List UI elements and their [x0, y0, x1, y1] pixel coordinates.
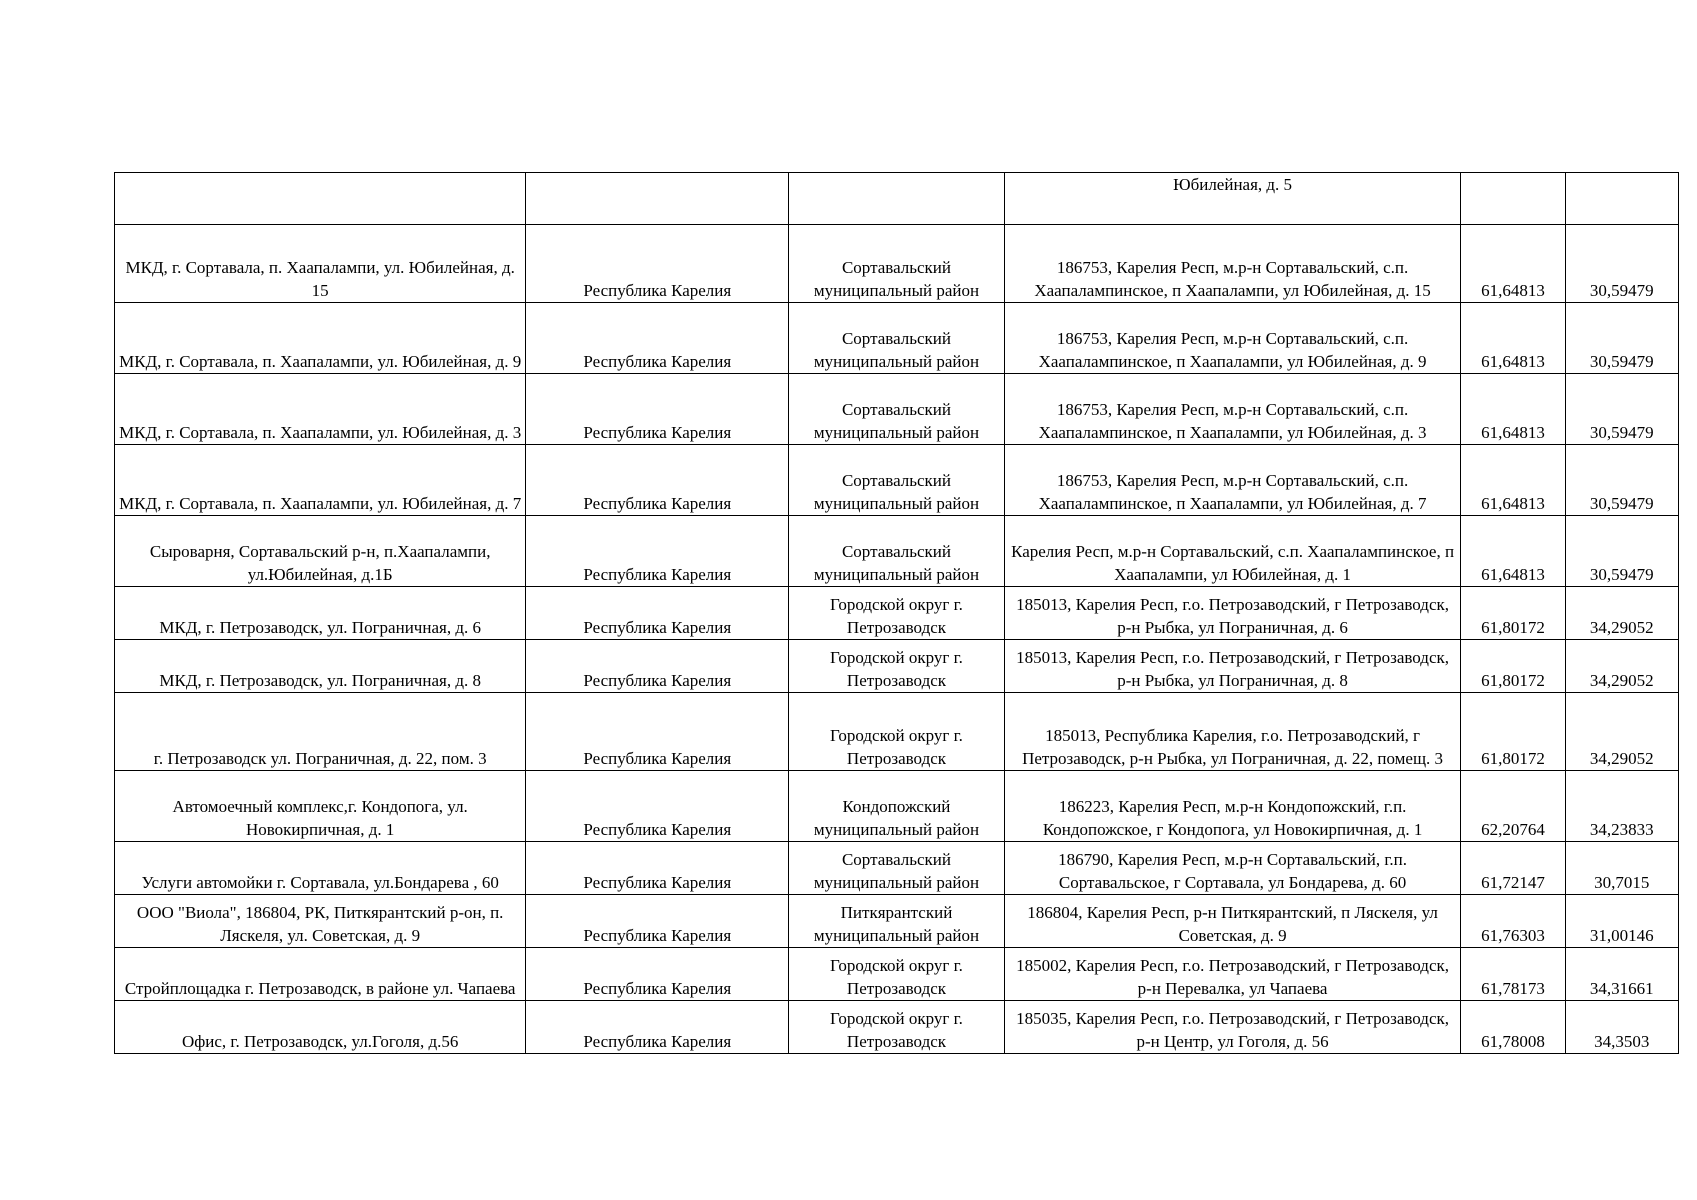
longitude-cell [1565, 173, 1678, 225]
table-row [115, 374, 1679, 445]
table-row [115, 587, 1679, 640]
address-cell: 186753, Карелия Респ, м.р-н Сортавальский, с.п. Хаапалампинское, п Хаапалампи, ул Юбилейная, д. 7 [1004, 445, 1461, 516]
district-cell: Кондопожский муниципальный район [789, 771, 1004, 842]
object-cell: МКД, г. Сортавала, п. Хаапалампи, ул. Юбилейная, д. 9 [115, 303, 526, 374]
object-cell: Услуги автомойки г. Сортавала, ул.Бондарева , 60 [115, 842, 526, 895]
object-cell: Офис, г. Петрозаводск, ул.Гоголя, д.56 [115, 1001, 526, 1054]
object-cell: МКД, г. Сортавала, п. Хаапалампи, ул. Юбилейная, д. 7 [115, 445, 526, 516]
address-cell: 186753, Карелия Респ, м.р-н Сортавальский, с.п. Хаапалампинское, п Хаапалампи, ул Юбилейная, д. 9 [1004, 303, 1461, 374]
longitude-cell: 30,59479 [1565, 303, 1678, 374]
table-row [115, 516, 1679, 587]
district-cell: Городской округ г. Петрозаводск [789, 693, 1004, 771]
address-cell: 186753, Карелия Респ, м.р-н Сортавальский, с.п. Хаапалампинское, п Хаапалампи, ул Юбилейная, д. 15 [1004, 225, 1461, 303]
longitude-cell: 30,59479 [1565, 374, 1678, 445]
longitude-cell: 30,59479 [1565, 516, 1678, 587]
region-cell: Республика Карелия [526, 516, 789, 587]
latitude-cell: 61,80172 [1461, 587, 1565, 640]
table-row [115, 948, 1679, 1001]
district-cell [789, 173, 1004, 225]
district-cell: Сортавальский муниципальный район [789, 374, 1004, 445]
object-cell: МКД, г. Петрозаводск, ул. Пограничная, д. 8 [115, 640, 526, 693]
object-cell [115, 173, 526, 225]
latitude-cell: 61,64813 [1461, 374, 1565, 445]
longitude-cell: 30,59479 [1565, 445, 1678, 516]
table-body [115, 173, 1679, 1054]
table-row [115, 771, 1679, 842]
table-row [115, 303, 1679, 374]
region-cell: Республика Карелия [526, 303, 789, 374]
latitude-cell: 62,20764 [1461, 771, 1565, 842]
longitude-cell: 34,29052 [1565, 640, 1678, 693]
longitude-cell: 31,00146 [1565, 895, 1678, 948]
table-row [115, 445, 1679, 516]
district-cell: Сортавальский муниципальный район [789, 842, 1004, 895]
region-cell: Республика Карелия [526, 895, 789, 948]
latitude-cell: 61,78173 [1461, 948, 1565, 1001]
table-row-continued [115, 173, 1679, 225]
longitude-cell: 34,29052 [1565, 587, 1678, 640]
district-cell: Городской округ г. Петрозаводск [789, 1001, 1004, 1054]
longitude-cell: 34,3503 [1565, 1001, 1678, 1054]
latitude-cell: 61,72147 [1461, 842, 1565, 895]
district-cell: Городской округ г. Петрозаводск [789, 587, 1004, 640]
region-cell: Республика Карелия [526, 640, 789, 693]
table-row [115, 1001, 1679, 1054]
table-row [115, 895, 1679, 948]
region-cell [526, 173, 789, 225]
object-cell: ООО "Виола", 186804, РК, Питкярантский р-он, п. Ляскеля, ул. Советская, д. 9 [115, 895, 526, 948]
district-cell: Городской округ г. Петрозаводск [789, 640, 1004, 693]
region-cell: Республика Карелия [526, 587, 789, 640]
latitude-cell: 61,64813 [1461, 225, 1565, 303]
region-cell: Республика Карелия [526, 693, 789, 771]
table-row [115, 842, 1679, 895]
latitude-cell [1461, 173, 1565, 225]
region-cell: Республика Карелия [526, 445, 789, 516]
region-cell: Республика Карелия [526, 842, 789, 895]
object-cell: Сыроварня, Сортавальский р-н, п.Хаапалампи, ул.Юбилейная, д.1Б [115, 516, 526, 587]
table-row [115, 225, 1679, 303]
address-cell: 185013, Республика Карелия, г.о. Петрозаводский, г Петрозаводск, р-н Рыбка, ул Пограничная, д. 22, помещ. 3 [1004, 693, 1461, 771]
object-cell: МКД, г. Петрозаводск, ул. Пограничная, д. 6 [115, 587, 526, 640]
address-cell: 185013, Карелия Респ, г.о. Петрозаводский, г Петрозаводск, р-н Рыбка, ул Пограничная, д. 8 [1004, 640, 1461, 693]
address-cell: 185002, Карелия Респ, г.о. Петрозаводский, г Петрозаводск, р-н Перевалка, ул Чапаева [1004, 948, 1461, 1001]
longitude-cell: 30,59479 [1565, 225, 1678, 303]
object-cell: МКД, г. Сортавала, п. Хаапалампи, ул. Юбилейная, д. 3 [115, 374, 526, 445]
district-cell: Сортавальский муниципальный район [789, 516, 1004, 587]
object-cell: Автомоечный комплекс,г. Кондопога, ул. Новокирпичная, д. 1 [115, 771, 526, 842]
district-cell: Сортавальский муниципальный район [789, 225, 1004, 303]
address-cell: 186223, Карелия Респ, м.р-н Кондопожский, г.п. Кондопожское, г Кондопога, ул Новокирпичная, д. 1 [1004, 771, 1461, 842]
region-cell: Республика Карелия [526, 1001, 789, 1054]
region-cell: Республика Карелия [526, 225, 789, 303]
data-table [114, 172, 1679, 1054]
address-cell: Юбилейная, д. 5 [1004, 173, 1461, 225]
district-cell: Городской округ г. Петрозаводск [789, 948, 1004, 1001]
address-cell: 186804, Карелия Респ, р-н Питкярантский, п Ляскеля, ул Советская, д. 9 [1004, 895, 1461, 948]
longitude-cell: 34,29052 [1565, 693, 1678, 771]
object-cell: Стройплощадка г. Петрозаводск, в районе ул. Чапаева [115, 948, 526, 1001]
region-cell: Республика Карелия [526, 771, 789, 842]
address-cell: 186753, Карелия Респ, м.р-н Сортавальский, с.п. Хаапалампинское, п Хаапалампи, ул Юбилейная, д. 3 [1004, 374, 1461, 445]
latitude-cell: 61,80172 [1461, 640, 1565, 693]
address-cell: Карелия Респ, м.р-н Сортавальский, с.п. Хаапалампинское, п Хаапалампи, ул Юбилейная, д. 1 [1004, 516, 1461, 587]
latitude-cell: 61,64813 [1461, 445, 1565, 516]
address-cell: 185035, Карелия Респ, г.о. Петрозаводский, г Петрозаводск, р-н Центр, ул Гоголя, д. 56 [1004, 1001, 1461, 1054]
district-cell: Сортавальский муниципальный район [789, 303, 1004, 374]
address-cell: 185013, Карелия Респ, г.о. Петрозаводский, г Петрозаводск, р-н Рыбка, ул Пограничная, д. 6 [1004, 587, 1461, 640]
table-row [115, 640, 1679, 693]
region-cell: Республика Карелия [526, 374, 789, 445]
district-cell: Питкярантский муниципальный район [789, 895, 1004, 948]
table-row [115, 693, 1679, 771]
latitude-cell: 61,80172 [1461, 693, 1565, 771]
latitude-cell: 61,76303 [1461, 895, 1565, 948]
region-cell: Республика Карелия [526, 948, 789, 1001]
latitude-cell: 61,64813 [1461, 303, 1565, 374]
address-cell: 186790, Карелия Респ, м.р-н Сортавальский, г.п. Сортавальское, г Сортавала, ул Бондарева, д. 60 [1004, 842, 1461, 895]
longitude-cell: 34,31661 [1565, 948, 1678, 1001]
longitude-cell: 34,23833 [1565, 771, 1678, 842]
object-cell: МКД, г. Сортавала, п. Хаапалампи, ул. Юбилейная, д. 15 [115, 225, 526, 303]
latitude-cell: 61,64813 [1461, 516, 1565, 587]
latitude-cell: 61,78008 [1461, 1001, 1565, 1054]
object-cell: г. Петрозаводск ул. Пограничная, д. 22, пом. 3 [115, 693, 526, 771]
longitude-cell: 30,7015 [1565, 842, 1678, 895]
district-cell: Сортавальский муниципальный район [789, 445, 1004, 516]
